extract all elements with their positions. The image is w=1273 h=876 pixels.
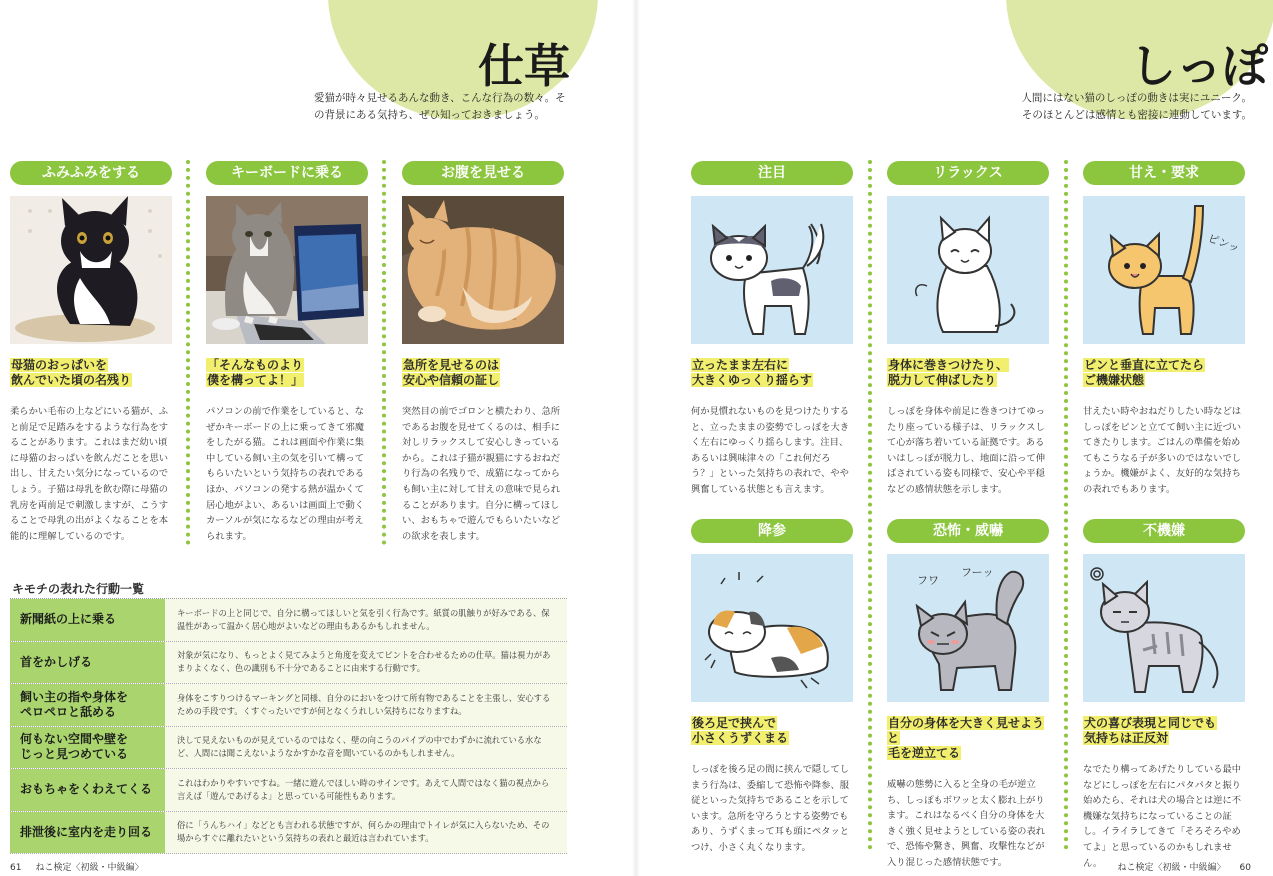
section-subhead: 母猫のおっぱいを 飲んでいた頃の名残り: [11, 358, 132, 387]
section-subhead: 「そんなものより 僕を構ってよ！」: [207, 358, 304, 387]
behavior-name: おもちゃをくわえてくる: [10, 769, 165, 811]
section-belly: [402, 161, 564, 544]
section-ikaku: [887, 519, 1049, 871]
behavior-desc: 決して見えないものが見えているのではなく、壁の向こうのパイプの中でわずかに流れている水など、人間には聞こえないようなかすかな音を聞いているのかもしれません。: [165, 727, 567, 769]
section-relax: [887, 161, 1049, 498]
section-subhead: 身体に巻きつけたり、 脱力して伸ばしたり: [888, 358, 1009, 387]
table-row: [10, 812, 567, 855]
section-label: 不機嫌: [1083, 519, 1245, 543]
section-keyboard: [206, 161, 368, 544]
section-subhead: 後ろ足で挟んで 小さくうずくまる: [692, 716, 789, 745]
page-number: 61: [10, 863, 22, 873]
behavior-table: [10, 598, 567, 854]
illust-onomatopoeia: フワ: [917, 574, 939, 587]
gutter: [632, 0, 640, 876]
column-divider: [186, 160, 190, 545]
illust-sitting-cat: [887, 196, 1049, 344]
section-label: キーボードに乗る: [206, 161, 368, 185]
section-label: ふみふみをする: [10, 161, 172, 185]
column-divider: [868, 160, 872, 850]
table-row: [10, 684, 567, 727]
section-chumoku: [691, 161, 853, 498]
folio-left: [10, 860, 143, 873]
section-subhead: ピンと垂直に立てたら ご機嫌状態: [1084, 358, 1205, 387]
section-body: 柔らかい毛布の上などにいる猫が、ふと前足で足踏みをするような行為をすることがあります。これはまだ幼い頃に母猫のおっぱいを飲んだことを思い出し、甘えたい気分になっているのでしょう。子猫は母乳を飲む際に母猫の乳房を両前足で刺激しますが、こうすることで母乳の出がよくなることを本能的に理解しているのです。: [10, 406, 169, 542]
illust-crouching-cat: [691, 554, 853, 702]
section-label: お腹を見せる: [402, 161, 564, 185]
section-body: 甘えたい時やおねだりしたい時などはしっぽをピンと立てて飼い主に近づいてきたりします。ごはんの準備を始めてもこうなる子が多いのではないでしょうか。機嫌がよく、友好的な気持ちの表れでもあります。: [1083, 406, 1242, 495]
behavior-name: 排泄後に室内を走り回る: [10, 812, 165, 854]
table-row: [10, 769, 567, 812]
table-row: [10, 727, 567, 770]
section-label: 降参: [691, 519, 853, 543]
photo-kitten: [10, 196, 172, 344]
book-title: ねこ検定〈初級・中級編〉: [1117, 863, 1226, 873]
behavior-desc: キーボードの上と同じで、自分に構ってほしいと気を引く行為です。紙質の肌触りが好みである、保温性があって温かく居心地がよいなどの理由もあるかもしれません。: [165, 599, 567, 641]
section-kousan: [691, 519, 853, 856]
section-subhead: 犬の喜び表現と同じでも 気持ちは正反対: [1084, 716, 1217, 745]
left-page: [0, 0, 632, 876]
behavior-name: 何もない空間や壁を じっと見つめている: [10, 727, 165, 769]
section-body: なでたり構ってあげたりしている最中などにしっぽを左右にパタパタと振り始めたら、それは犬の場合とは逆に不機嫌な気持ちになっていることの証し。イライラしてきて「そろそろやめてよ」と思っているのかもしれません。: [1083, 764, 1242, 869]
section-body: しっぽを後ろ足の間に挟んで隠してしまう行為は、委縮して恐怖や降参、服従といった気持ちであることを示しています。急所を守ろうとする姿勢でもあり、うずくまって耳も頭にペタッとつけ、小さく丸くなります。: [691, 764, 850, 853]
section-label: リラックス: [887, 161, 1049, 185]
photo-cat-laptop: [206, 196, 368, 344]
section-subhead: 立ったまま左右に 大きくゆっくり揺らす: [692, 358, 812, 387]
section-fukigen: [1083, 519, 1245, 871]
photo-cat-belly: [402, 196, 564, 344]
folio-right: [1118, 860, 1251, 873]
section-label: 注目: [691, 161, 853, 185]
illust-annoyed-cat: [1083, 554, 1245, 702]
page-title-right: しっぽ: [1130, 39, 1268, 93]
table-row: [10, 599, 567, 642]
intro-left: 愛猫が時々見せるあんな動き、こんな行為の数々。その背景にある気持ち、ぜひ知っておきましょう。: [314, 92, 566, 121]
column-divider: [382, 160, 386, 545]
behavior-desc: 身体をこすりつけるマーキングと同様、自分のにおいをつけて所有物であることを主張し、安心するための手段です。くすぐったいですが何となくうれしい気持ちになりますね。: [165, 684, 567, 726]
behavior-desc: 俗に「うんちハイ」などとも言われる状態ですが、何らかの理由でトイレが気に入らないため、その場からすぐに離れたいという気持ちの表れと最近は言われています。: [165, 812, 567, 854]
section-label: 甘え・要求: [1083, 161, 1245, 185]
behavior-name: 首をかしげる: [10, 642, 165, 684]
illust-onomatopoeia: ピンッ: [1205, 231, 1242, 256]
section-fumifumi: [10, 161, 172, 544]
behavior-name: 飼い主の指や身体を ペロペロと舐める: [10, 684, 165, 726]
illust-hissing-cat: [887, 554, 1049, 702]
illust-onomatopoeia: フーッ: [961, 566, 994, 579]
section-amae: [1083, 161, 1245, 498]
section-body: 突然目の前でゴロンと横たわり、急所であるお腹を見せてくるのは、相手に対しリラックスして安心しきっているから。これは子猫が親猫にするおねだり行為の名残りで、成猫になってからも飼い主に対して甘えの意味で見られることがあります。自分に構ってほしい、おもちゃで遊んでもらいたいなどの欲求を表します。: [402, 406, 561, 542]
table-row: [10, 642, 567, 685]
behavior-name: 新聞紙の上に乗る: [10, 599, 165, 641]
page-title-left: 仕草: [478, 39, 570, 93]
section-body: 何か見慣れないものを見つけたりすると、立ったままの姿勢でしっぽを大きく左右にゆっくり揺らします。注目、あるいは興味津々の「これ何だろう？」といった気持ちの表れで、やや興奮している状態とも言えます。: [691, 406, 850, 495]
section-body: 威嚇の態勢に入ると全身の毛が逆立ち、しっぽもボワッと太く膨れ上がります。これはなるべく自分の身体を大きく強く見せようとしている姿の表れで、恐怖や驚き、興奮、攻撃性などが入り混じった感情状態です。: [887, 779, 1046, 868]
section-subhead: 自分の身体を大きく見せようと 毛を逆立てる: [887, 716, 1045, 760]
section-subhead: 急所を見せるのは 安心や信頼の証し: [403, 358, 500, 387]
column-divider: [1064, 160, 1068, 850]
illust-tail-up-cat: [1083, 196, 1245, 344]
illust-standing-cat: [691, 196, 853, 344]
intro-right: 人間にはない猫のしっぽの動きは実にユニーク。そのほとんどは感情とも密接に連動しています。: [1021, 92, 1252, 121]
table-heading: キモチの表れた行動一覧: [12, 582, 145, 596]
section-label: 恐怖・威嚇: [887, 519, 1049, 543]
behavior-desc: これはわかりやすいですね。一緒に遊んでほしい時のサインです。あえて人間ではなく猫の視点から言えば「遊んであげるよ」と思っている可能性もあります。: [165, 769, 567, 811]
page-number: 60: [1239, 863, 1251, 873]
book-title: ねこ検定〈初級・中級編〉: [35, 863, 144, 873]
section-body: パソコンの前で作業をしていると、なぜかキーボードの上に乗ってきて邪魔をしたがる猫。これは画面や作業に集中している飼い主の気を引いて構ってもらいたいという気持ちの表れであるほか、パソコンの発する熱が温かくて居心地がよい、あるいは画面上で動くカーソルが気になるなどの理由が考えられます。: [206, 406, 365, 542]
right-page: [640, 0, 1273, 876]
behavior-desc: 対象が気になり、もっとよく見てみようと角度を変えてピントを合わせるための仕草。猫は視力があまりよくなく、色の識別も不十分であることに由来する行動です。: [165, 642, 567, 684]
section-body: しっぽを身体や前足に巻きつけてゆったり座っている様子は、リラックスして心が落ち着いている証拠です。あるいはしっぽが脱力し、地面に沿って伸ばされている姿も同様で、安心や平穏などの感情状態を示します。: [887, 406, 1046, 495]
